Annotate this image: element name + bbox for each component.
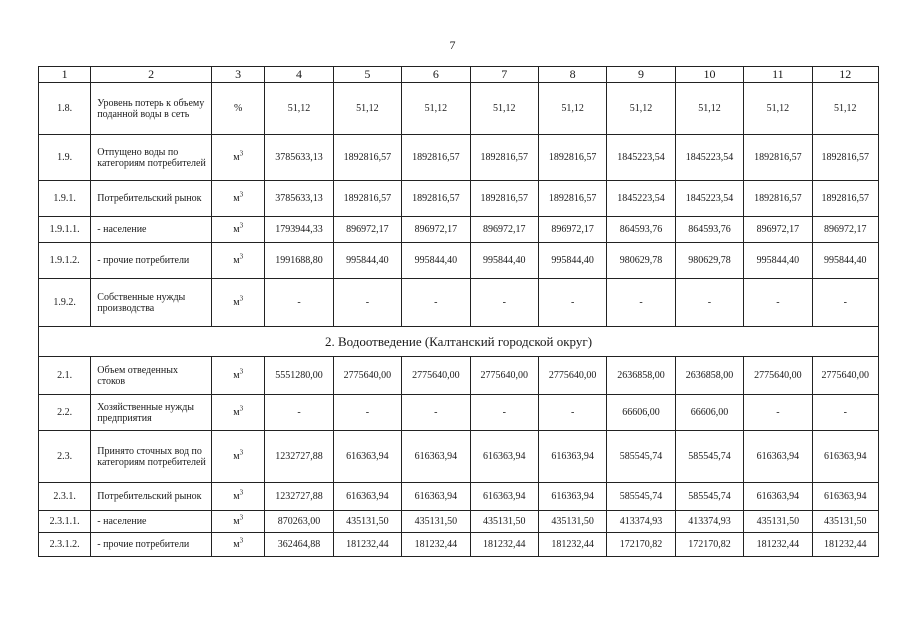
value-cell: - (265, 395, 333, 431)
table-row (39, 395, 879, 431)
unit-cell (212, 395, 265, 431)
row-name: - прочие потребители (91, 533, 212, 557)
row-number: 1.8. (39, 83, 91, 135)
value-cell: - (402, 395, 470, 431)
table-row (39, 483, 879, 511)
value-cell: 1892816,57 (402, 181, 470, 217)
value-cell: 181232,44 (744, 533, 812, 557)
section-title: 2. Водоотведение (Калтанский городской округ) (39, 327, 879, 357)
value-cell: 362464,88 (265, 533, 333, 557)
unit-cell (212, 135, 265, 181)
value-cell: 995844,40 (538, 243, 606, 279)
value-cell: 1892816,57 (538, 135, 606, 181)
value-cell: - (812, 279, 878, 327)
value-cell: 585545,74 (607, 483, 675, 511)
unit-cell (212, 483, 265, 511)
unit-superscript: 3 (239, 488, 244, 497)
value-cell: 181232,44 (333, 533, 401, 557)
value-cell: 616363,94 (538, 431, 606, 483)
header-cell: 7 (470, 67, 538, 83)
unit-superscript: 3 (239, 448, 244, 457)
row-name: Потребительский рынок (91, 181, 212, 217)
unit-superscript: 3 (239, 404, 244, 413)
value-cell: 2775640,00 (538, 357, 606, 395)
value-cell: 1232727,88 (265, 431, 333, 483)
value-cell: 51,12 (265, 83, 333, 135)
value-cell: - (744, 395, 812, 431)
header-cell: 1 (39, 67, 91, 83)
value-cell: 435131,50 (812, 511, 878, 533)
unit-cell (212, 357, 265, 395)
value-cell: 51,12 (812, 83, 878, 135)
value-cell: 585545,74 (675, 431, 743, 483)
header-cell: 12 (812, 67, 878, 83)
value-cell: 616363,94 (333, 483, 401, 511)
header-cell: 2 (91, 67, 212, 83)
value-cell: 51,12 (538, 83, 606, 135)
value-cell: 1892816,57 (744, 135, 812, 181)
value-cell: 995844,40 (744, 243, 812, 279)
unit-text: м (233, 407, 240, 418)
row-name: Потребительский рынок (91, 483, 212, 511)
value-cell: - (470, 395, 538, 431)
row-number: 1.9. (39, 135, 91, 181)
value-cell: 51,12 (333, 83, 401, 135)
row-name: Отпущено воды по категориям потребителей (91, 135, 212, 181)
value-cell: 2636858,00 (675, 357, 743, 395)
value-cell: - (812, 395, 878, 431)
value-cell: 66606,00 (607, 395, 675, 431)
table-row (39, 357, 879, 395)
value-cell: 51,12 (675, 83, 743, 135)
value-cell: 3785633,13 (265, 181, 333, 217)
value-cell: 435131,50 (538, 511, 606, 533)
value-cell: 51,12 (402, 83, 470, 135)
row-number: 1.9.1.1. (39, 217, 91, 243)
row-name: - прочие потребители (91, 243, 212, 279)
row-number: 1.9.1.2. (39, 243, 91, 279)
unit-cell (212, 431, 265, 483)
value-cell: 1892816,57 (744, 181, 812, 217)
value-cell: 980629,78 (675, 243, 743, 279)
unit-cell (212, 511, 265, 533)
page-number: 7 (449, 38, 456, 52)
unit-text: м (233, 152, 240, 163)
row-name: Уровень потерь к объему поданной воды в сеть (91, 83, 212, 135)
value-cell: 172170,82 (607, 533, 675, 557)
value-cell: 1892816,57 (470, 181, 538, 217)
header-cell: 6 (402, 67, 470, 83)
row-number: 2.3.1.2. (39, 533, 91, 557)
value-cell: 1232727,88 (265, 483, 333, 511)
unit-text: м (233, 297, 240, 308)
row-name: Принято сточных вод по категориям потребителей (91, 431, 212, 483)
header-cell: 3 (212, 67, 265, 83)
value-cell: - (333, 395, 401, 431)
value-cell: - (675, 279, 743, 327)
unit-text: м (233, 255, 240, 266)
value-cell: 51,12 (470, 83, 538, 135)
unit-superscript: 3 (239, 149, 244, 158)
unit-cell (212, 279, 265, 327)
value-cell: 616363,94 (744, 483, 812, 511)
section-row (39, 327, 879, 357)
value-cell: - (607, 279, 675, 327)
value-cell: 1892816,57 (812, 135, 878, 181)
value-cell: 1793944,33 (265, 217, 333, 243)
value-cell: 896972,17 (744, 217, 812, 243)
header-cell: 11 (744, 67, 812, 83)
value-cell: 2775640,00 (470, 357, 538, 395)
unit-text: м (233, 193, 240, 204)
value-cell: 1892816,57 (538, 181, 606, 217)
unit-superscript: 3 (239, 294, 244, 303)
value-cell: 896972,17 (812, 217, 878, 243)
unit-cell (212, 217, 265, 243)
value-cell: 616363,94 (402, 431, 470, 483)
value-cell: 864593,76 (607, 217, 675, 243)
header-cell: 9 (607, 67, 675, 83)
value-cell: 5551280,00 (265, 357, 333, 395)
value-cell: - (538, 279, 606, 327)
table-row (39, 83, 879, 135)
value-cell: 870263,00 (265, 511, 333, 533)
row-number: 2.3.1. (39, 483, 91, 511)
value-cell: 995844,40 (333, 243, 401, 279)
value-cell: 1892816,57 (402, 135, 470, 181)
table-body (39, 67, 879, 557)
value-cell: 2775640,00 (333, 357, 401, 395)
value-cell: 896972,17 (538, 217, 606, 243)
row-name: Объем отведенных стоков (91, 357, 212, 395)
value-cell: 181232,44 (402, 533, 470, 557)
row-number: 2.3.1.1. (39, 511, 91, 533)
value-cell: - (470, 279, 538, 327)
value-cell: 864593,76 (675, 217, 743, 243)
value-cell: 1845223,54 (607, 135, 675, 181)
value-cell: 181232,44 (812, 533, 878, 557)
row-name: - население (91, 217, 212, 243)
table-row (39, 431, 879, 483)
value-cell: 995844,40 (402, 243, 470, 279)
row-number: 1.9.1. (39, 181, 91, 217)
row-number: 2.3. (39, 431, 91, 483)
row-name: Хозяйственные нужды предприятия (91, 395, 212, 431)
unit-superscript: 3 (239, 367, 244, 376)
header-cell: 10 (675, 67, 743, 83)
value-cell: 181232,44 (470, 533, 538, 557)
unit-superscript: 3 (239, 252, 244, 261)
value-cell: 616363,94 (470, 483, 538, 511)
value-cell: 413374,93 (607, 511, 675, 533)
unit-text: м (233, 451, 240, 462)
value-cell: 1845223,54 (675, 181, 743, 217)
unit-superscript: 3 (239, 221, 244, 230)
table-row (39, 279, 879, 327)
unit-text: м (233, 491, 240, 502)
unit-text: м (233, 539, 240, 550)
unit-text: м (233, 516, 240, 527)
unit-superscript: 3 (239, 536, 244, 545)
value-cell: 2775640,00 (812, 357, 878, 395)
row-name: - население (91, 511, 212, 533)
value-cell: 896972,17 (402, 217, 470, 243)
value-cell: 616363,94 (812, 483, 878, 511)
data-table (38, 66, 879, 557)
header-row (39, 67, 879, 83)
value-cell: 2775640,00 (402, 357, 470, 395)
value-cell: 435131,50 (470, 511, 538, 533)
value-cell: 1892816,57 (333, 181, 401, 217)
value-cell: - (333, 279, 401, 327)
table-row (39, 135, 879, 181)
unit-cell (212, 181, 265, 217)
row-number: 2.1. (39, 357, 91, 395)
table-row (39, 533, 879, 557)
value-cell: 616363,94 (470, 431, 538, 483)
unit-cell (212, 533, 265, 557)
unit-cell (212, 83, 265, 135)
value-cell: 1892816,57 (470, 135, 538, 181)
value-cell: 1991688,80 (265, 243, 333, 279)
value-cell: 995844,40 (470, 243, 538, 279)
value-cell: 980629,78 (607, 243, 675, 279)
value-cell: 995844,40 (812, 243, 878, 279)
value-cell: 2636858,00 (607, 357, 675, 395)
table-row (39, 217, 879, 243)
value-cell: 181232,44 (538, 533, 606, 557)
header-cell: 4 (265, 67, 333, 83)
value-cell: 435131,50 (744, 511, 812, 533)
value-cell: 172170,82 (675, 533, 743, 557)
value-cell: 3785633,13 (265, 135, 333, 181)
header-cell: 8 (538, 67, 606, 83)
value-cell: 2775640,00 (744, 357, 812, 395)
unit-superscript: 3 (239, 513, 244, 522)
table-row (39, 243, 879, 279)
value-cell: 435131,50 (402, 511, 470, 533)
unit-cell (212, 243, 265, 279)
unit-text: м (233, 224, 240, 235)
value-cell: 1892816,57 (333, 135, 401, 181)
value-cell: 896972,17 (333, 217, 401, 243)
value-cell: 435131,50 (333, 511, 401, 533)
value-cell: 51,12 (607, 83, 675, 135)
value-cell: 51,12 (744, 83, 812, 135)
value-cell: 896972,17 (470, 217, 538, 243)
value-cell: 1845223,54 (675, 135, 743, 181)
value-cell: 413374,93 (675, 511, 743, 533)
unit-text: м (233, 370, 240, 381)
value-cell: 616363,94 (333, 431, 401, 483)
unit-superscript: 3 (239, 190, 244, 199)
row-number: 1.9.2. (39, 279, 91, 327)
value-cell: - (744, 279, 812, 327)
table-row (39, 181, 879, 217)
value-cell: 616363,94 (744, 431, 812, 483)
table-row (39, 511, 879, 533)
header-cell: 5 (333, 67, 401, 83)
value-cell: 1892816,57 (812, 181, 878, 217)
value-cell: 1845223,54 (607, 181, 675, 217)
value-cell: 585545,74 (607, 431, 675, 483)
value-cell: 616363,94 (402, 483, 470, 511)
value-cell: - (402, 279, 470, 327)
value-cell: 585545,74 (675, 483, 743, 511)
value-cell: - (265, 279, 333, 327)
value-cell: 616363,94 (538, 483, 606, 511)
unit-text: % (233, 103, 243, 114)
row-name: Собственные нужды производства (91, 279, 212, 327)
value-cell: 616363,94 (812, 431, 878, 483)
value-cell: - (538, 395, 606, 431)
value-cell: 66606,00 (675, 395, 743, 431)
row-number: 2.2. (39, 395, 91, 431)
